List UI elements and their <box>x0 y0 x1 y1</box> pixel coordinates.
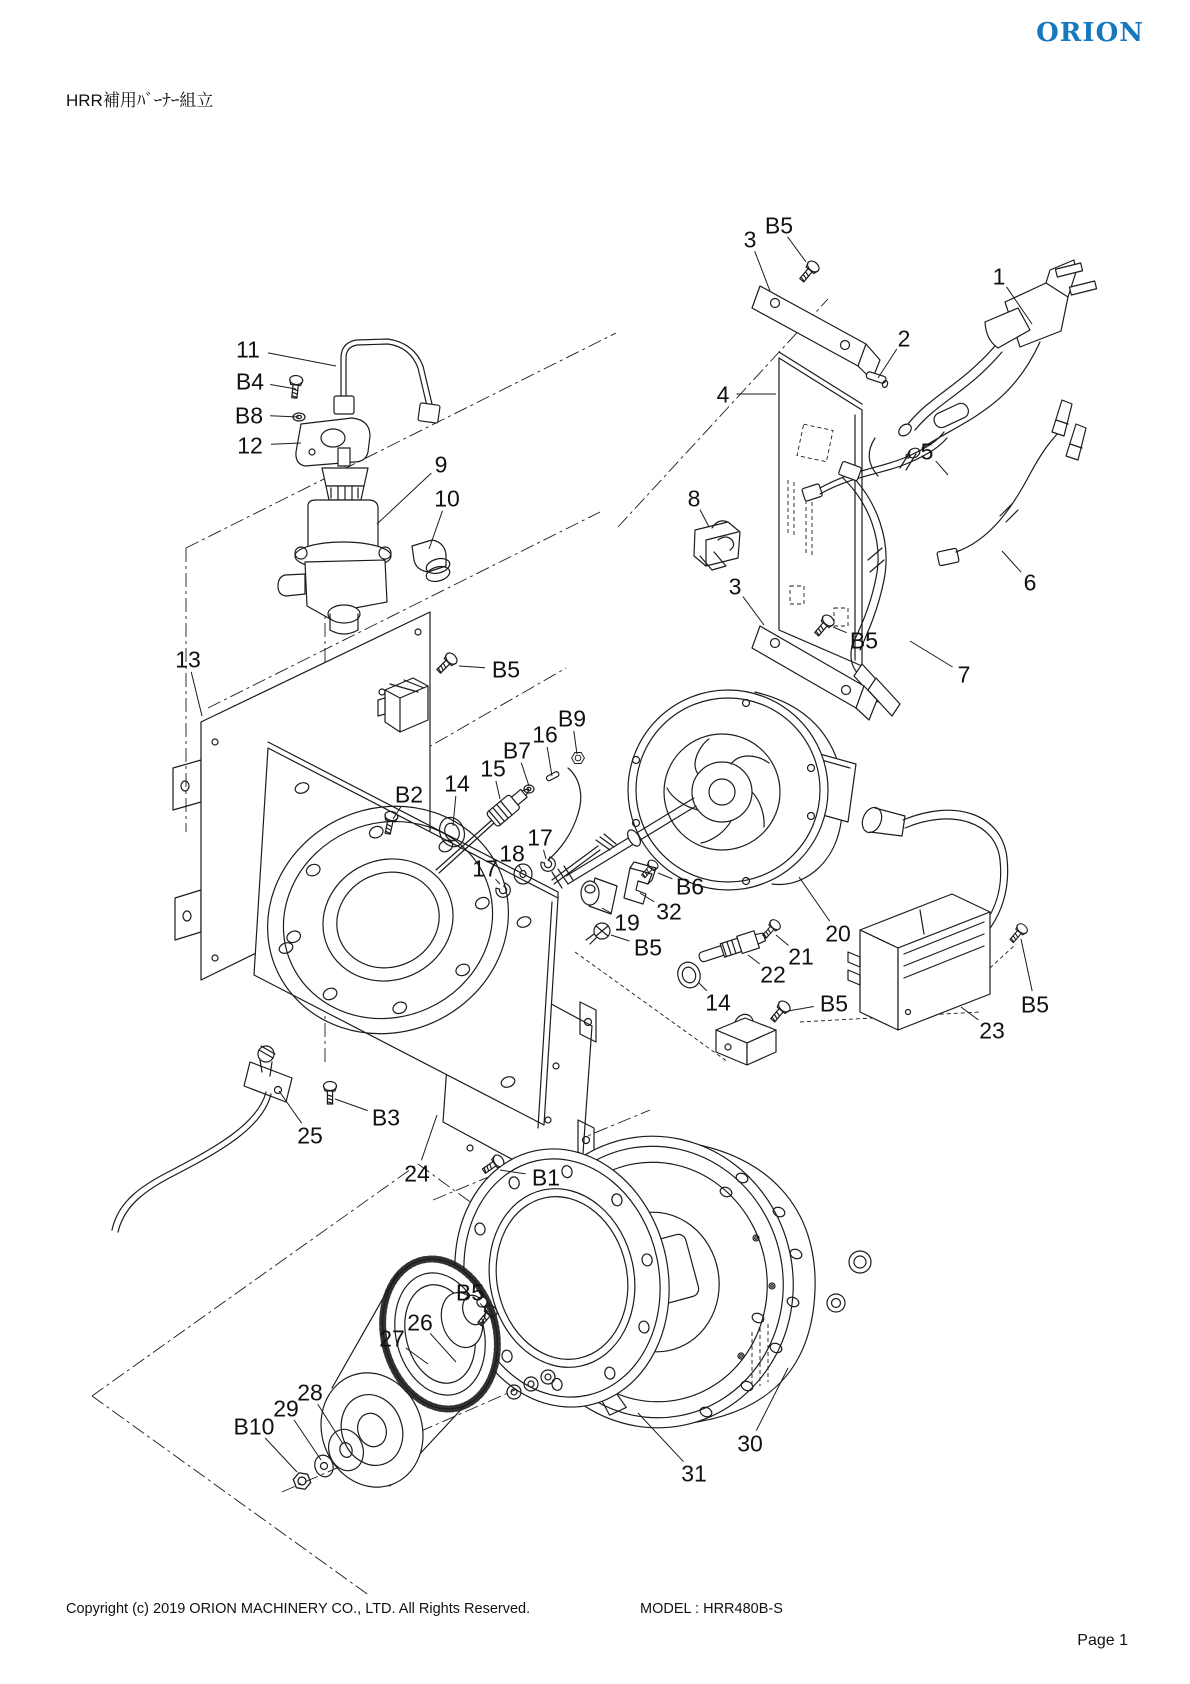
callout-29: 29 <box>273 1395 299 1422</box>
callout-26: 26 <box>407 1309 433 1336</box>
callout-5: 5 <box>920 438 934 465</box>
leader-line-B5 <box>459 666 485 668</box>
leader-line-B10 <box>265 1438 297 1472</box>
callout-20: 20 <box>825 920 851 947</box>
callout-1: 1 <box>992 263 1006 290</box>
callout-B3: B3 <box>371 1104 401 1131</box>
leader-line-24 <box>421 1115 437 1160</box>
blower-assembly-20 <box>552 690 856 890</box>
leader-line-B5 <box>788 1007 814 1012</box>
callout-3: 3 <box>728 573 742 600</box>
leader-line-21 <box>776 935 789 946</box>
solenoid-valve-group <box>278 339 451 634</box>
callout-B8: B8 <box>234 402 264 429</box>
orion-logo: ORION <box>1036 18 1144 48</box>
wire-6 <box>937 400 1086 566</box>
callout-B5: B5 <box>764 212 794 239</box>
callout-B7: B7 <box>502 737 532 764</box>
leader-line-6 <box>1002 551 1021 572</box>
leader-line-12 <box>271 443 301 444</box>
callout-31: 31 <box>681 1460 707 1487</box>
callout-B6: B6 <box>675 873 705 900</box>
callout-10: 10 <box>434 485 460 512</box>
leader-line-11 <box>268 353 336 366</box>
callout-22: 22 <box>760 961 786 988</box>
callout-9: 9 <box>434 451 448 478</box>
ignition-transformer-23 <box>848 805 1029 1030</box>
callout-14: 14 <box>705 989 731 1016</box>
callout-B10: B10 <box>233 1413 275 1440</box>
callout-12: 12 <box>237 432 263 459</box>
leader-line-5 <box>936 461 948 475</box>
pin-2 <box>866 371 889 388</box>
footer-copyright: Copyright (c) 2019 ORION MACHINERY CO., LTD. All Rights Reserved. <box>66 1601 531 1617</box>
leader-line-25 <box>279 1091 302 1123</box>
callout-30: 30 <box>737 1430 763 1457</box>
footer-model: MODEL : HRR480B-S <box>640 1601 783 1617</box>
callout-16: 16 <box>532 721 558 748</box>
leader-line-17 <box>544 850 547 859</box>
callout-17: 17 <box>527 824 553 851</box>
bracket-3-top <box>752 259 880 380</box>
callout-7: 7 <box>957 661 971 688</box>
callout-28: 28 <box>297 1379 323 1406</box>
callout-13: 13 <box>175 646 201 673</box>
callout-25: 25 <box>297 1122 323 1149</box>
callout-32: 32 <box>656 898 682 925</box>
callout-B5: B5 <box>455 1279 485 1306</box>
callout-B5: B5 <box>1020 991 1050 1018</box>
callout-B5: B5 <box>491 656 521 683</box>
leader-line-7 <box>910 641 953 667</box>
leader-line-B6 <box>658 873 672 879</box>
leader-line-B5 <box>1021 939 1032 991</box>
callout-B5: B5 <box>819 990 849 1017</box>
leader-line-B7 <box>521 763 529 786</box>
leader-line-B9 <box>574 731 577 754</box>
callout-4: 4 <box>716 381 730 408</box>
leader-line-13 <box>191 672 202 716</box>
callout-14: 14 <box>444 770 470 797</box>
leader-line-23 <box>961 1007 979 1020</box>
leader-line-B5 <box>788 237 806 262</box>
callout-8: 8 <box>687 485 701 512</box>
page-title: HRR補用ﾊﾞｰﾅｰ組立 <box>66 91 214 110</box>
callout-B1: B1 <box>531 1164 561 1191</box>
callout-21: 21 <box>788 943 814 970</box>
leader-line-B8 <box>270 416 299 417</box>
leader-line-2 <box>878 349 897 378</box>
callout-B5: B5 <box>633 934 663 961</box>
leader-line-20 <box>799 877 830 921</box>
callout-11: 11 <box>236 336 260 363</box>
callout-6: 6 <box>1023 569 1037 596</box>
callout-17: 17 <box>472 855 498 882</box>
callout-B4: B4 <box>235 368 265 395</box>
callout-B2: B2 <box>394 781 424 808</box>
leader-line-B5 <box>611 935 629 941</box>
callout-B5: B5 <box>849 627 879 654</box>
callout-19: 19 <box>614 909 640 936</box>
glow-plug-group <box>675 918 793 1065</box>
clamp-8 <box>694 521 740 570</box>
callout-3: 3 <box>743 226 757 253</box>
leader-line-15 <box>496 781 500 799</box>
leader-line-8 <box>700 510 709 527</box>
leader-line-B3 <box>335 1099 368 1111</box>
sensor-bracket-25 <box>112 1046 292 1232</box>
control-panel-4 <box>779 352 862 666</box>
callout-24: 24 <box>404 1160 430 1187</box>
footer-page-number: Page 1 <box>1077 1632 1128 1649</box>
leader-line-3 <box>755 251 770 291</box>
leader-line-22 <box>748 955 760 964</box>
callout-23: 23 <box>979 1017 1005 1044</box>
callout-2: 2 <box>897 325 911 352</box>
callout-15: 15 <box>480 755 506 782</box>
leader-line-29 <box>294 1420 321 1460</box>
power-cord-1 <box>869 260 1096 476</box>
callout-B9: B9 <box>557 705 587 732</box>
callout-18: 18 <box>499 840 525 867</box>
leader-line-9 <box>377 473 431 524</box>
leader-line-3 <box>743 597 764 625</box>
leader-line-16 <box>547 747 552 776</box>
callout-27: 27 <box>379 1325 405 1352</box>
